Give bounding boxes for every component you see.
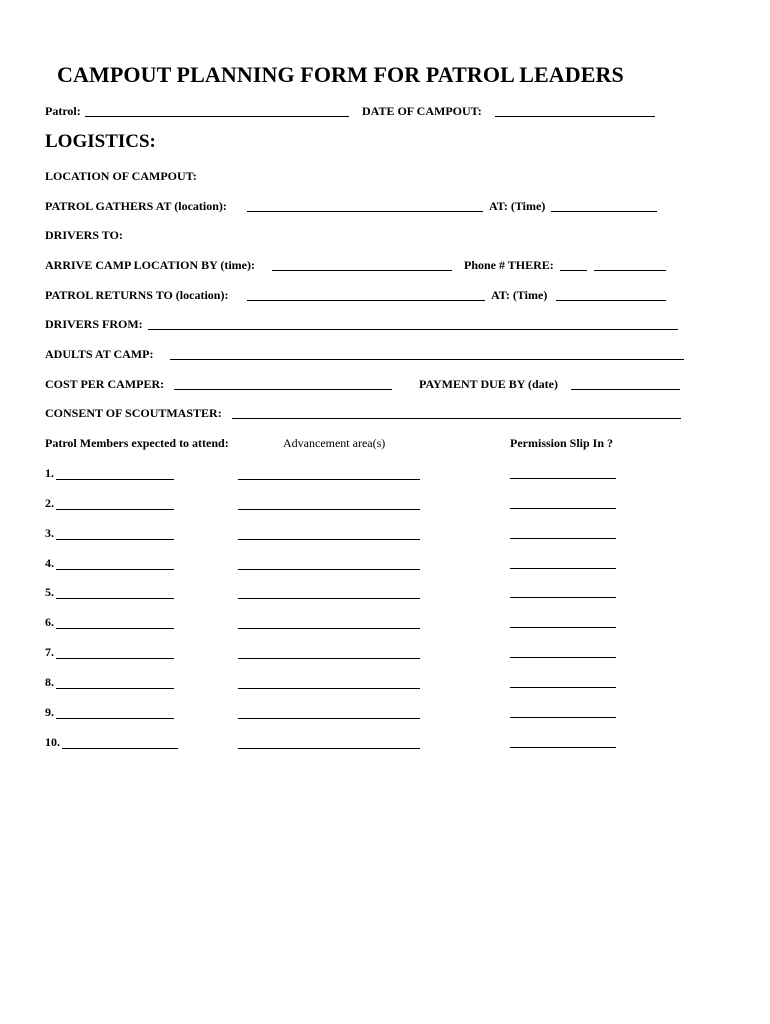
- member-name-field[interactable]: [62, 748, 178, 749]
- patrol-field[interactable]: [85, 116, 349, 117]
- row-number: 2.: [45, 496, 54, 510]
- advancement-field[interactable]: [238, 539, 420, 540]
- cost-per-camper-field[interactable]: [174, 389, 392, 390]
- row-number: 5.: [45, 585, 54, 599]
- member-name-field[interactable]: [56, 718, 174, 719]
- advancement-field[interactable]: [238, 718, 420, 719]
- returns-time-field[interactable]: [556, 300, 666, 301]
- col-header-advancement: Advancement area(s): [283, 436, 386, 450]
- payment-due-label: PAYMENT DUE BY (date): [419, 377, 559, 391]
- location-label: LOCATION OF CAMPOUT:: [45, 169, 197, 183]
- gathers-location-label: PATROL GATHERS AT (location):: [45, 199, 227, 213]
- date-of-campout-label: DATE OF CAMPOUT:: [362, 104, 482, 118]
- advancement-field[interactable]: [238, 748, 420, 749]
- permission-slip-field[interactable]: [510, 568, 616, 569]
- advancement-field[interactable]: [238, 509, 420, 510]
- permission-slip-field[interactable]: [510, 717, 616, 718]
- permission-slip-field[interactable]: [510, 657, 616, 658]
- member-name-field[interactable]: [56, 628, 174, 629]
- row-number: 6.: [45, 615, 54, 629]
- advancement-field[interactable]: [238, 658, 420, 659]
- drivers-from-field[interactable]: [148, 329, 678, 330]
- row-number: 10.: [45, 735, 60, 749]
- col-header-permission: Permission Slip In ?: [510, 436, 614, 450]
- permission-slip-field[interactable]: [510, 597, 616, 598]
- arrive-time-label: ARRIVE CAMP LOCATION BY (time):: [45, 258, 255, 272]
- permission-slip-field[interactable]: [510, 687, 616, 688]
- row-number: 7.: [45, 645, 54, 659]
- arrive-time-field[interactable]: [272, 270, 452, 271]
- row-number: 1.: [45, 466, 54, 480]
- drivers-to-label: DRIVERS TO:: [45, 228, 123, 242]
- member-name-field[interactable]: [56, 569, 174, 570]
- advancement-field[interactable]: [238, 569, 420, 570]
- row-number: 9.: [45, 705, 54, 719]
- row-number: 8.: [45, 675, 54, 689]
- advancement-field[interactable]: [238, 598, 420, 599]
- date-of-campout-field[interactable]: [495, 116, 655, 117]
- phone-area-field[interactable]: [560, 270, 587, 271]
- member-name-field[interactable]: [56, 509, 174, 510]
- consent-label: CONSENT OF SCOUTMASTER:: [45, 406, 222, 420]
- member-name-field[interactable]: [56, 688, 174, 689]
- permission-slip-field[interactable]: [510, 538, 616, 539]
- returns-location-field[interactable]: [247, 300, 485, 301]
- member-name-field[interactable]: [56, 479, 174, 480]
- gathers-time-label: AT: (Time): [489, 199, 546, 213]
- col-header-members: Patrol Members expected to attend:: [45, 436, 229, 450]
- consent-field[interactable]: [232, 418, 681, 419]
- member-name-field[interactable]: [56, 658, 174, 659]
- patrol-label: Patrol:: [45, 104, 81, 118]
- permission-slip-field[interactable]: [510, 478, 616, 479]
- advancement-field[interactable]: [238, 688, 420, 689]
- returns-location-label: PATROL RETURNS TO (location):: [45, 288, 229, 302]
- phone-label: Phone # THERE:: [464, 258, 554, 272]
- cost-per-camper-label: COST PER CAMPER:: [45, 377, 165, 391]
- member-name-field[interactable]: [56, 598, 174, 599]
- member-name-field[interactable]: [56, 539, 174, 540]
- adults-at-camp-label: ADULTS AT CAMP:: [45, 347, 154, 361]
- form-title: CAMPOUT PLANNING FORM FOR PATROL LEADERS: [57, 62, 624, 87]
- logistics-heading: LOGISTICS:: [45, 131, 156, 152]
- adults-at-camp-field[interactable]: [170, 359, 684, 360]
- gathers-time-field[interactable]: [551, 211, 657, 212]
- drivers-from-label: DRIVERS FROM:: [45, 317, 143, 331]
- row-number: 4.: [45, 556, 54, 570]
- advancement-field[interactable]: [238, 479, 420, 480]
- phone-number-field[interactable]: [594, 270, 666, 271]
- advancement-field[interactable]: [238, 628, 420, 629]
- permission-slip-field[interactable]: [510, 627, 616, 628]
- returns-time-label: AT: (Time): [491, 288, 548, 302]
- row-number: 3.: [45, 526, 54, 540]
- gathers-location-field[interactable]: [247, 211, 483, 212]
- payment-due-field[interactable]: [571, 389, 680, 390]
- permission-slip-field[interactable]: [510, 747, 616, 748]
- permission-slip-field[interactable]: [510, 508, 616, 509]
